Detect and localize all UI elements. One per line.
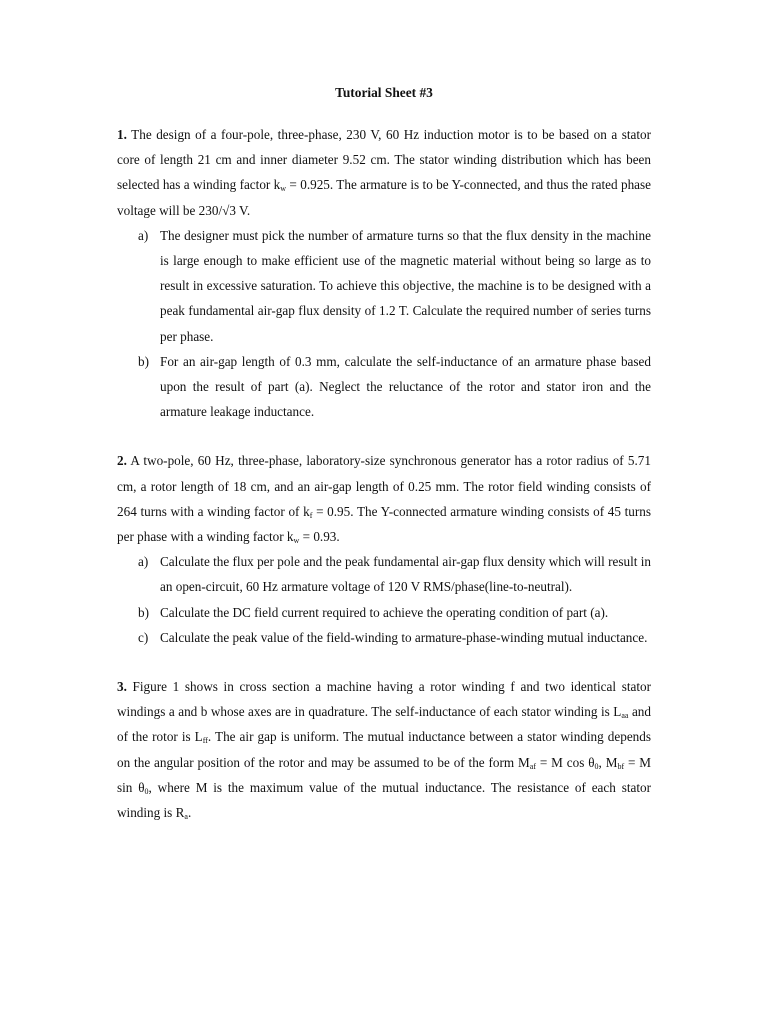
stem-text: , where M is the maximum value of the mutual inductance. The resistance of each stator winding is R [117, 779, 651, 821]
subscript: 0 [144, 786, 149, 796]
problem-stem [117, 122, 651, 223]
problem-3 [117, 674, 651, 825]
part-item [117, 549, 651, 599]
stem-text: . [187, 805, 192, 821]
part-label: b) [138, 353, 149, 369]
subscript: f [309, 510, 313, 520]
stem-text: and of the rotor is L [117, 704, 651, 745]
stem-text: Figure 1 shows in cross section a machine having a rotor winding f and two identical stator windings a and b whose axes are in quadrature. The self-inductance of each stator winding is L [117, 679, 651, 720]
part-item [117, 600, 651, 625]
stem-text: = 0.95. The Y-connected armature winding consists of 45 turns per phase with a winding factor k [117, 503, 651, 545]
part-text: For an air-gap length of 0.3 mm, calculate the self-inductance of an armature phase based upon the result of part (a). Neglect the reluctance of the rotor and stator iron and the armature leakage inductance. [160, 353, 651, 420]
part-text: Calculate the flux per pole and the peak fundamental air-gap flux density which will result in an open-circuit, 60 Hz armature voltage of 120 V RMS/phase(line-to-neutral). [160, 554, 651, 595]
stem-text: = 0.93. [299, 529, 340, 545]
subscript: a [184, 812, 188, 822]
part-text: The designer must pick the number of armature turns so that the flux density in the machine is large enough to make efficient use of the magnetic material without being so large as to result in excessive saturation. To achieve this objective, the machine is to be designed with a peak fundamental air-gap flux density of 1.2 T. Calculate the required number of series turns per phase. [160, 227, 651, 344]
problem-1 [117, 122, 651, 424]
part-item [117, 223, 651, 349]
problem-number: 2. [117, 453, 127, 469]
problem-stem [117, 448, 651, 549]
problem-number: 3. [117, 679, 127, 695]
subscript: aa [621, 711, 629, 721]
subscript: ff [202, 736, 208, 746]
part-item [117, 625, 651, 650]
problem-parts [117, 223, 651, 425]
stem-text: , M [598, 754, 618, 770]
part-label: a) [138, 554, 149, 570]
subscript: w [280, 184, 287, 194]
page-title: Tutorial Sheet #3 [335, 85, 433, 100]
stem-text: = 0.925. The armature is to be Y-connected, and thus the rated phase voltage will be 230/√3 V. [117, 177, 652, 218]
stem-text: . The air gap is uniform. The mutual inductance between a stator winding depends on the angular position of the rotor and may be assumed to be of the form M [117, 729, 651, 770]
stem-text: A two-pole, 60 Hz, three-phase, laboratory-size synchronous generator has a rotor radius of 5.71 cm, a rotor length of 18 cm, and an air-gap length of 0.25 mm. The rotor field winding consists of 264 turns with a winding factor of k [117, 453, 651, 519]
problem-number: 1. [117, 127, 127, 142]
stem-text: = M sin θ [117, 754, 652, 795]
part-item [117, 349, 651, 425]
part-text: Calculate the DC field current required to achieve the operating condition of part (a). [160, 604, 609, 620]
stem-text: = M cos θ [535, 754, 595, 770]
part-label: b) [138, 604, 149, 620]
part-label: c) [138, 629, 149, 645]
subscript: w [293, 536, 300, 546]
part-label: a) [138, 227, 149, 243]
subscript: af [529, 761, 536, 771]
problem-parts [117, 549, 651, 650]
problem-stem [117, 674, 651, 825]
problem-2 [117, 448, 651, 650]
subscript: 0 [594, 761, 599, 771]
part-text: Calculate the peak value of the field-winding to armature-phase-winding mutual inductance. [160, 629, 648, 645]
subscript: bf [617, 761, 625, 771]
stem-text: The design of a four-pole, three-phase, 230 V, 60 Hz induction motor is to be based on a stator core of length 21 cm and inner diameter 9.52 cm. The stator winding distribution which has been selected has a winding factor k [117, 127, 651, 193]
